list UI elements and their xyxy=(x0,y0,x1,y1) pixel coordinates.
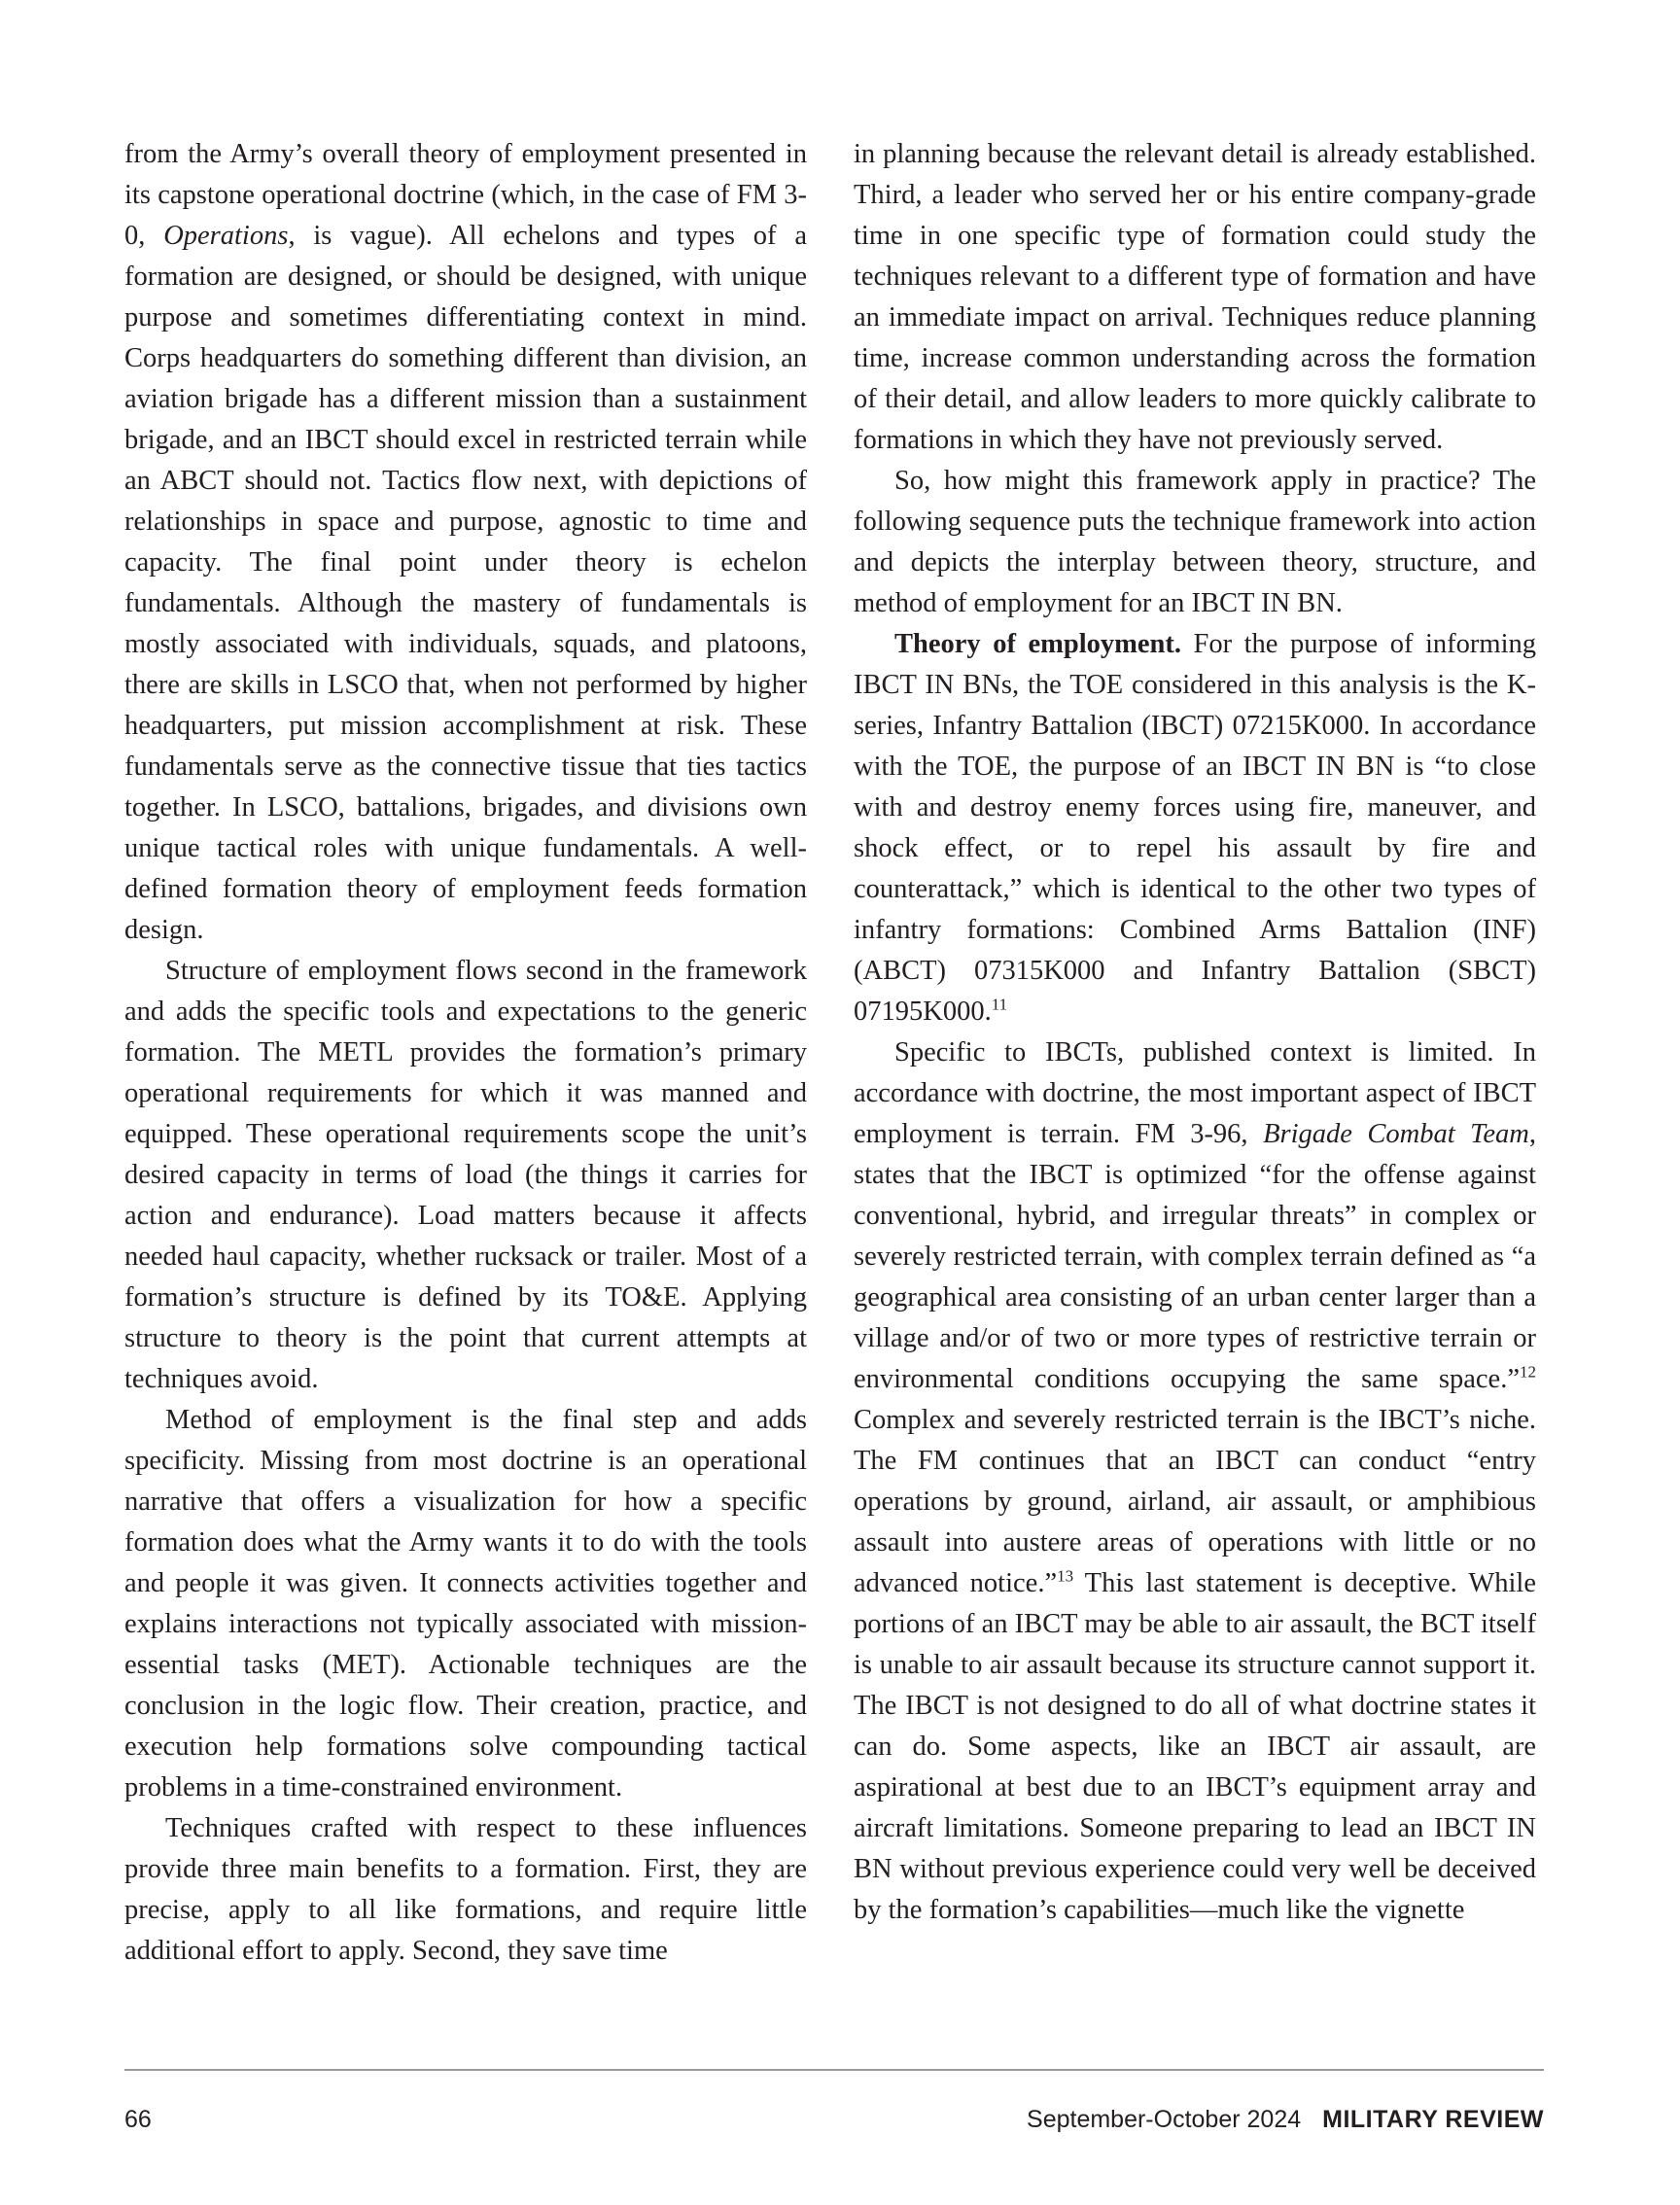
text-span: For the purpose of informing IBCT IN BNs, the TOE considered in this analysis is the K-series, Infantry Battalion (IBCT) 07215K000. In accordance with the TOE, the purpose of an IBCT IN BN is “to close with and destroy enemy forces using fire, maneuver, and shock effect, or to repel his assault by fire and counterattack,” which is identical to the other two types of infantry formations: Combined Arms Battalion (INF) (ABCT) 07315K000 and Infantry Battalion (SBCT) 07195K000. xyxy=(854,629,1536,1027)
text-span: , states that the IBCT is optimized “for the offense against conventional, hybrid, and irregular threats” in complex or severely restricted terrain, with complex terrain defined as “a geographical area consisting of an urban center larger than a village and/or of two or more types of restrictive terrain or environmental conditions occupying the same space.” xyxy=(854,1119,1537,1394)
page-number: 66 xyxy=(124,2106,152,2133)
right-paragraph-4 xyxy=(854,1032,1536,1931)
right-paragraph-3 xyxy=(854,624,1536,1032)
journal-name: MILITARY REVIEW xyxy=(1322,2106,1544,2133)
left-column xyxy=(124,134,807,1972)
left-paragraph-4: Techniques crafted with respect to these influences provide three main benefits to a formation. First, they are precise, apply to all like formations, and require little additional effort to apply. Second, they save time xyxy=(124,1813,807,1966)
footer-divider xyxy=(124,2069,1544,2071)
text-span: , is vague). All echelons and types of a formation are designed, or should be designed, with unique purpose and sometimes differentiating context in mind. Corps headquarters do something different than division, an aviation brigade has a different mission than a sustainment brigade, and an IBCT should excel in restricted terrain while an ABCT should not. Tactics flow next, with depictions of relationships in space and purpose, agnostic to time and capacity. The final point under theory is echelon fundamentals. Although the mastery of fundamentals is mostly associated with individuals, squads, and platoons, there are skills in LSCO that, when not performed by higher headquarters, put mission accomplishment at risk. These fundamentals serve as the connective tissue that ties tactics together. In LSCO, battalions, brigades, and divisions own unique tactical roles with unique fundamentals. A well-defined formation theory of employment feeds formation design. xyxy=(124,221,807,945)
footnote-marker: 11 xyxy=(991,995,1008,1014)
issue-date: September-October 2024 xyxy=(1027,2106,1302,2133)
text-span: Specific to IBCTs, published context is limited. In accordance with doctrine, the most important aspect of IBCT employment is terrain. FM 3-96, xyxy=(854,1037,1536,1149)
footnote-marker: 13 xyxy=(1057,1566,1074,1586)
left-paragraph-2: Structure of employment flows second in the framework and adds the specific tools and expectations to the generic formation. The METL provides the formation’s primary operational requirements for which it was manned and equipped. These operational requirements scope the unit’s desired capacity in terms of load (the things it carries for action and endurance). Load matters because it affects needed haul capacity, whether rucksack or trailer. Most of a formation’s structure is defined by its TO&E. Applying structure to theory is the point that current attempts at techniques avoid. xyxy=(124,956,807,1394)
right-paragraph-2: So, how might this framework apply in practice? The following sequence puts the technique framework into action and depicts the interplay between theory, structure, and method of employment for an IBCT IN BN. xyxy=(854,466,1536,618)
footnote-marker: 12 xyxy=(1520,1362,1536,1382)
italic-title: Operations xyxy=(163,221,289,251)
left-paragraph-3: Method of employment is the final step and adds specificity. Missing from most doctrine is an operational narrative that offers a visualization for how a specific formation does what the Army wants it to do with the tools and people it was given. It connects activities together and explains interactions not typically associated with mission-essential tasks (MET). Actionable techniques are the conclusion in the logic flow. Their creation, practice, and execution help formations solve compounding tactical problems in a time-constrained environment. xyxy=(124,1405,807,1802)
right-column xyxy=(854,134,1536,1931)
left-paragraph-1 xyxy=(124,134,807,951)
right-paragraph-1: in planning because the relevant detail is already established. Third, a leader who served her or his entire company-grade time in one specific type of formation could study the techniques relevant to a different type of formation and have an immediate impact on arrival. Techniques reduce planning time, increase common understanding across the formation of their detail, and allow leaders to more quickly calibrate to formations in which they have not previously served. xyxy=(854,139,1536,455)
text-span: Complex and severely restricted terrain is the IBCT’s niche. The FM continues that an IBCT can conduct “entry operations by ground, airland, air assault, or amphibious assault into austere areas of operations with little or no advanced notice.” xyxy=(854,1405,1536,1598)
text-span: This last statement is deceptive. While portions of an IBCT may be able to air assault, the BCT itself is unable to air assault because its structure cannot support it. The IBCT is not designed to do all of what doctrine states it can do. Some aspects, like an IBCT air assault, are aspirational at best due to an IBCT’s equipment array and aircraft limitations. Someone preparing to lead an IBCT IN BN without previous experience could very well be deceived by the formation’s capabilities—much like the vignette xyxy=(854,1568,1537,1925)
footer-masthead xyxy=(1027,2106,1544,2134)
section-lead-heading: Theory of employment. xyxy=(894,629,1181,659)
text-span: from the Army’s overall theory of employment presented in its capstone operational doctrine (which, in the case of FM 3-0, xyxy=(124,139,807,251)
italic-title: Brigade Combat Team xyxy=(1263,1119,1529,1149)
